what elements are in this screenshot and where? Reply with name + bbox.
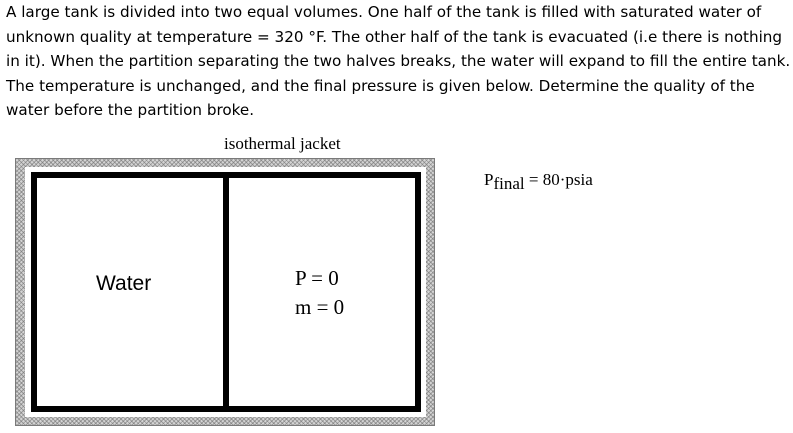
evacuated-mass-label: m = 0 [295,295,345,319]
final-pressure-symbol: P [484,170,494,189]
isothermal-jacket-label: isothermal jacket [224,134,341,153]
final-pressure-value: = 80·psia [524,170,593,189]
problem-statement: A large tank is divided into two equal volumes. One half of the tank is filled with saturated water of unknown quality at temperature = 320 °F. The other half of the tank is evacuated (i.e there is nothing in it). When the partition separating the two halves breaks, the water will expand to fill the entire tank. The temperature is unchanged, and the final pressure is given below. Determine the quality of the water before the partition broke. [6,3,791,119]
partition-wall [223,172,229,412]
evacuated-pressure-label: P = 0 [295,266,339,290]
final-pressure-equation [484,170,593,193]
water-label: Water [96,272,152,295]
final-pressure-subscript: final [493,174,525,193]
